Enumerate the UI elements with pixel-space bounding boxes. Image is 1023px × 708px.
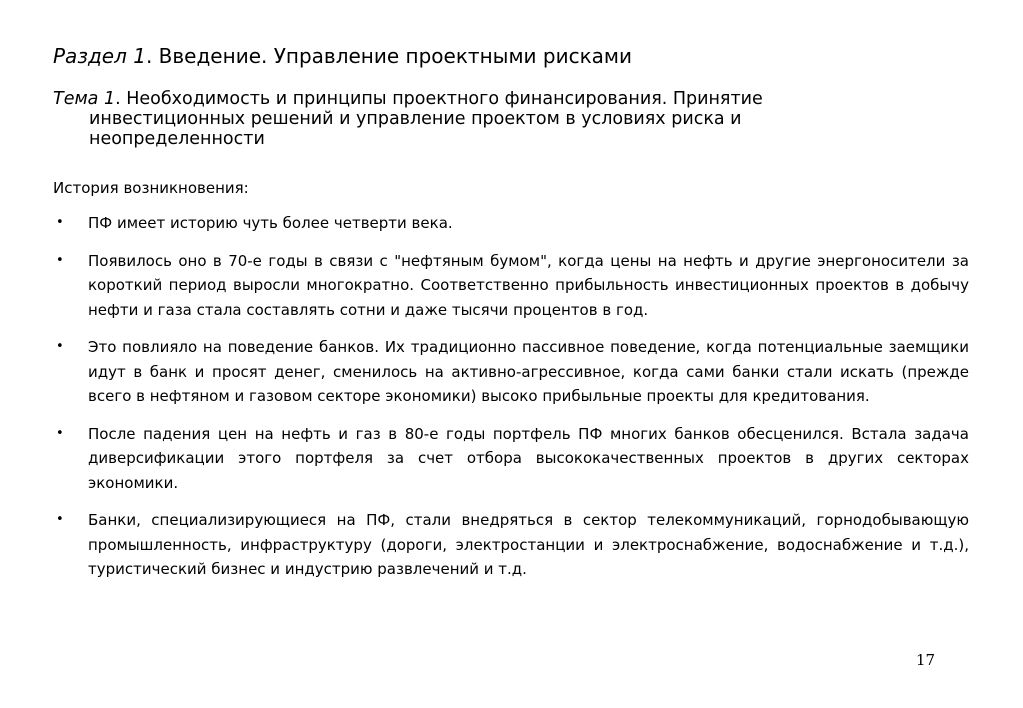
bullet-icon: • bbox=[56, 339, 64, 354]
bullet-text: ПФ имеет историю чуть более четверти века. bbox=[88, 214, 453, 232]
topic-line-1 bbox=[53, 89, 883, 109]
page-number: 17 bbox=[916, 651, 936, 669]
bullet-icon: • bbox=[56, 425, 64, 441]
section-title-text: . Введение. Управление проектными рисками bbox=[145, 44, 632, 68]
bullet-icon: • bbox=[56, 215, 64, 230]
bullet-item bbox=[0, 335, 1023, 409]
topic-prefix: Тема 1 bbox=[53, 89, 116, 109]
topic-line-2: инвестиционных решений и управление проектом в условиях риска и bbox=[89, 109, 742, 129]
bullet-icon: • bbox=[56, 512, 64, 527]
bullet-list bbox=[0, 211, 1023, 595]
bullet-text: После падения цен на нефть и газ в 80-е годы портфель ПФ многих банков обесценился. Встала задача диверсификации этого портфеля за счет отбора высококачественных проектов в других секторах экономики. bbox=[88, 424, 969, 492]
section-prefix: Раздел 1 bbox=[53, 44, 146, 68]
bullet-text: Это повлияло на поведение банков. Их традиционно пассивное поведение, когда потенциальные заемщики идут в банк и просят денег, сменилось на активно-агрессивное, когда сами банки стали искать (прежде всего в нефтяном и газовом секторе экономики) высоко прибыльные проекты для кредитования. bbox=[88, 338, 969, 405]
bullet-text: Появилось оно в 70-е годы в связи с "нефтяным бумом", когда цены на нефть и другие энергоносители за короткий период выросли многократно. Соответственно прибыльность инвестиционных проектов в добычу нефти и газа стала составлять сотни и даже тысячи процентов в год. bbox=[88, 251, 969, 319]
history-label: История возникновения: bbox=[53, 179, 249, 197]
bullet-item bbox=[0, 508, 1023, 582]
bullet-text: Банки, специализирующиеся на ПФ, стали внедряться в сектор телекоммуникаций, горнодобывающую промышленность, инфраструктуру (дороги, электростанции и электроснабжение, водоснабжение и т.д.), туристический бизнес и индустрию развлечений и т.д. bbox=[88, 511, 969, 578]
topic-line-3: неопределенности bbox=[89, 129, 265, 149]
bullet-icon: • bbox=[56, 252, 64, 268]
topic-line-1-text: . Необходимость и принципы проектного финансирования. Принятие bbox=[115, 89, 763, 109]
section-heading bbox=[53, 43, 993, 69]
topic-heading bbox=[53, 89, 883, 149]
bullet-item bbox=[0, 211, 1023, 236]
bullet-item bbox=[0, 422, 1023, 496]
bullet-item bbox=[0, 249, 1023, 323]
